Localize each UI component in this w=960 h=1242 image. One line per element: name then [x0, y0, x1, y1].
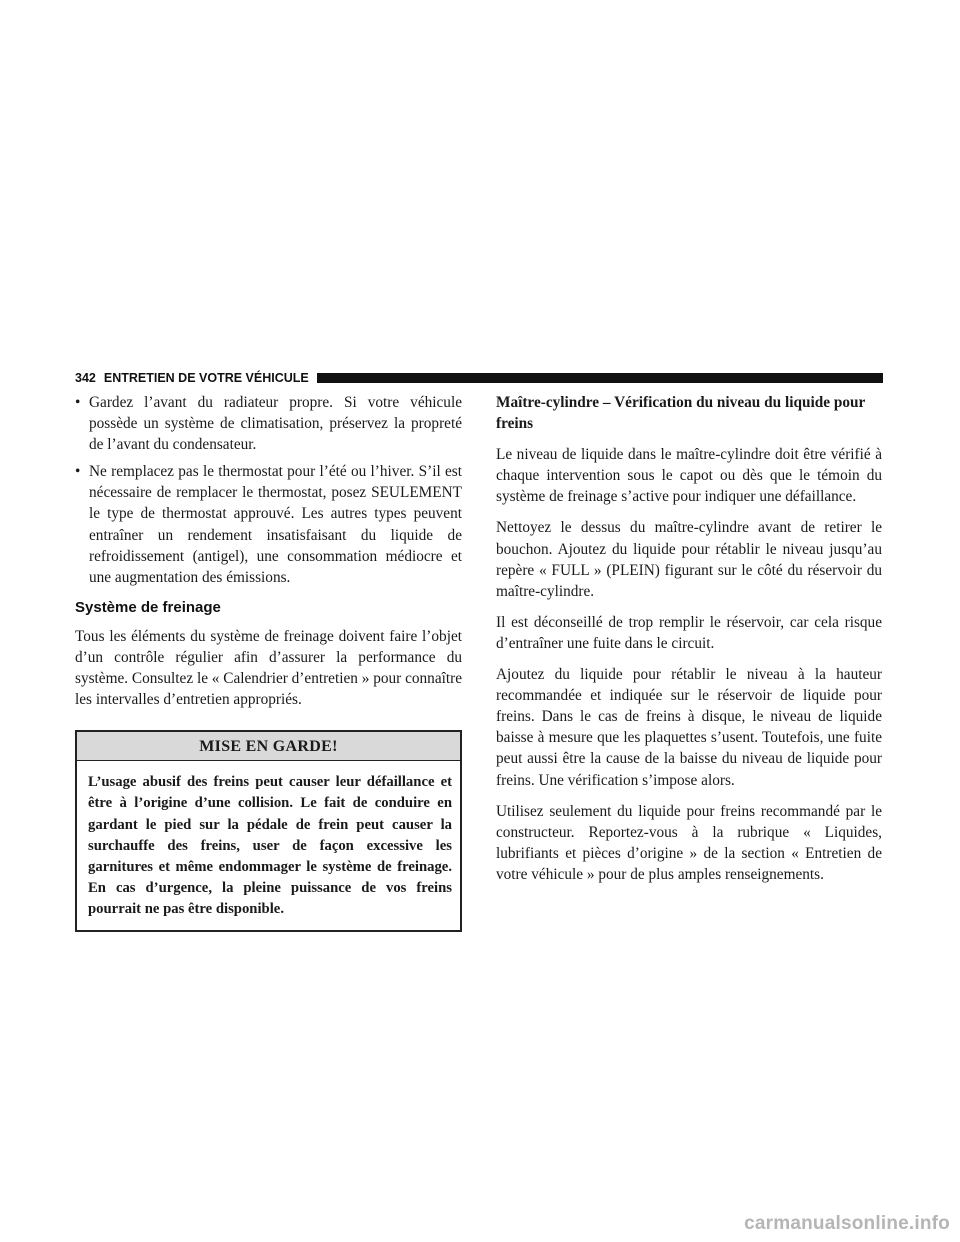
- paragraph: Utilisez seulement du liquide pour freins recommandé par le constructeur. Reportez-vous à la rubrique « Liquides, lubrifiants et pièces d’origine » de la section « Entretien de votre véhicule » pour de plus amples renseignements.: [496, 802, 882, 883]
- subsection-title: Maître-cylindre – Vérification du niveau du liquide pour freins: [496, 394, 865, 433]
- right-column: [496, 392, 882, 895]
- warning-text: L’usage abusif des freins peut causer leur défaillance et être à l’origine d’une collision. Le fait de conduire en gardant le pied sur la pédale de frein peut causer la surchauffe des freins, user de façon excessive les garnitures et même endommager le système de freinage. En cas d’urgence, la pleine puissance de vos freins pourrait ne pas être disponible.: [88, 774, 452, 917]
- watermark: carmanualsonline.info: [744, 1213, 950, 1234]
- paragraph: Le niveau de liquide dans le maître-cylindre doit être vérifié à chaque intervention sous le capot ou dès que le témoin du système de freinage s’active pour indiquer une défaillance.: [496, 446, 882, 506]
- paragraph: Ajoutez du liquide pour rétablir le niveau à la hauteur recommandée et indiquée sur le réservoir de liquide pour freins. Dans le cas de freins à disque, le niveau de liquide baisse à mesure que les plaquettes s’usent. Toutefois, une fuite peut aussi être la cause de la baisse du niveau de liquide pour freins. Une vérification s’impose alors.: [496, 666, 882, 789]
- warning-title: MISE EN GARDE!: [77, 732, 460, 761]
- left-column: [75, 392, 462, 932]
- section-paragraph: Tous les éléments du système de freinage doivent faire l’objet d’un contrôle régulier afin d’assurer la performance du système. Consultez le « Calendrier d’entretien » pour connaître les intervalles d’entretien appropriés.: [75, 627, 462, 709]
- header-rule: [317, 373, 883, 383]
- paragraph: Il est déconseillé de trop remplir le réservoir, car cela risque d’entraîner une fuite dans le circuit.: [496, 613, 882, 652]
- bullet-icon: •: [75, 463, 81, 481]
- list-item: • Ne remplacez pas le thermostat pour l’été ou l’hiver. S’il est nécessaire de remplacer le thermostat, posez SEULEMENT le type de thermostat approuvé. Les autres types peuvent entraîner un rendement insatisfaisant du liquide de refroidissement (antigel), une consommation médiocre et une augmentation des émissions.: [75, 463, 462, 586]
- page-number: 342: [75, 371, 96, 385]
- page-header: [75, 370, 883, 386]
- paragraph: Nettoyez le dessus du maître-cylindre avant de retirer le bouchon. Ajoutez du liquide pour rétablir le niveau jusqu’au repère « FULL » (PLEIN) figurant sur le côté du réservoir du maître-cylindre.: [496, 519, 882, 600]
- chapter-title: ENTRETIEN DE VOTRE VÉHICULE: [103, 371, 309, 385]
- bullet-icon: •: [75, 394, 81, 411]
- list-item: • Gardez l’avant du radiateur propre. Si votre véhicule possède un système de climatisation, préservez la propreté de l’avant du condensateur.: [75, 394, 462, 454]
- section-title: Système de freinage: [75, 598, 221, 616]
- warning-box: [75, 730, 462, 932]
- bullet-list: [75, 392, 462, 588]
